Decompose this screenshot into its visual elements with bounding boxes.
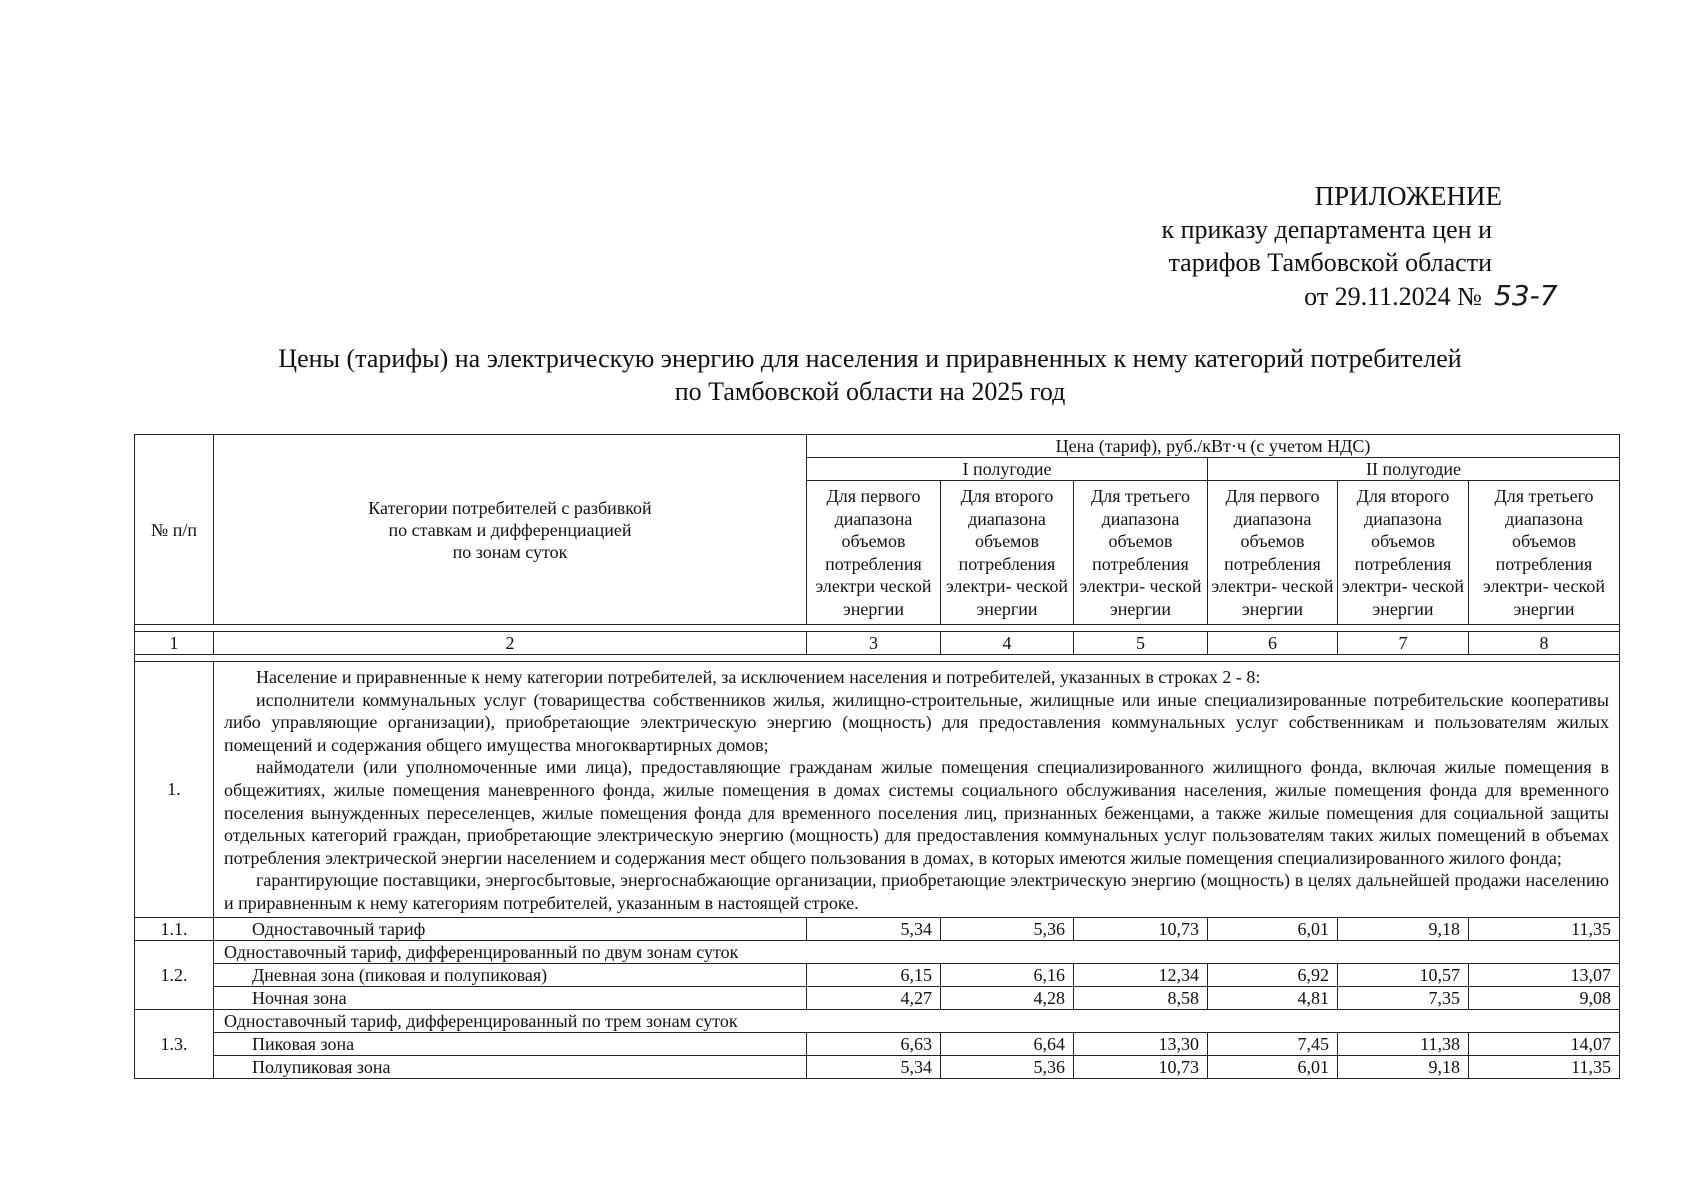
table-spacer [135,625,1620,632]
tariff-value: 14,07 [1469,1032,1620,1055]
section-1-description [214,662,1620,918]
description-paragraph: исполнители коммунальных услуг (товарищества собственников жилья, жилищно-строительные, жилищные или иные специализированные потребительские кооперативы либо управляющие организации), приобретающие электрическую энергию (мощность) для предоставления коммунальных услуг собственникам и пользователям жилых помещений и содержания общего имущества многоквартирных домов; [224,689,1609,755]
tariff-value: 4,27 [807,986,941,1009]
table-row [135,1032,1620,1055]
tariff-value: 9,18 [1338,1055,1469,1078]
row-number: 1.1. [135,917,214,940]
handwritten-order-number: 53-7 [1494,279,1558,312]
header-category-line-3: по зонам суток [452,541,568,562]
tariff-value: 7,45 [1208,1032,1338,1055]
row-number: 1.3. [135,1009,214,1078]
group-label: Одноставочный тариф, дифференцированный по двум зонам суток [214,940,1620,963]
tariff-value: 6,63 [807,1032,941,1055]
header-range: Для первого диапазона объемов потребления электри ческой энергии [807,481,941,625]
tariff-value: 6,64 [941,1032,1074,1055]
appendix-heading: ПРИЛОЖЕНИЕ [1314,181,1502,211]
appendix-date-line [1162,279,1558,313]
title-line-1: Цены (тарифы) на электрическую энергию для населения и приравненных к нему категорий потребителей [278,344,1462,373]
table-row [135,986,1620,1009]
tariff-value: 6,92 [1208,963,1338,986]
row-label: Пиковая зона [214,1032,807,1055]
header-range: Для третьего диапазона объемов потребления электри- ческой энергии [1074,481,1208,625]
tariff-value: 4,81 [1208,986,1338,1009]
column-number: 5 [1074,632,1208,655]
tariff-value: 7,35 [1338,986,1469,1009]
column-number: 8 [1469,632,1620,655]
tariff-value: 6,15 [807,963,941,986]
header-price: Цена (тариф), руб./кВт·ч (с учетом НДС) [807,435,1620,458]
appendix-line-2: тарифов Тамбовской области [1168,248,1492,277]
column-number: 1 [135,632,214,655]
tariff-value: 10,57 [1338,963,1469,986]
header-category-line-1: Категории потребителей с разбивкой [368,497,652,518]
tariff-value: 13,30 [1074,1032,1208,1055]
tariff-value: 4,28 [941,986,1074,1009]
tariff-value: 12,34 [1074,963,1208,986]
tariff-value: 5,34 [807,917,941,940]
tariff-value: 10,73 [1074,1055,1208,1078]
tariff-value: 8,58 [1074,986,1208,1009]
header-half-1: I полугодие [807,458,1208,481]
description-paragraph: гарантирующие поставщики, энергосбытовые, энергоснабжающие организации, приобретающие электрическую энергию (мощность) в целях дальнейшей продажи населению и приравненным к нему категориям потребителей, указанным в настоящей строке. [224,870,1609,913]
column-number: 2 [214,632,807,655]
document-title [0,342,1697,408]
tariff-value: 6,01 [1208,917,1338,940]
row-label: Одноставочный тариф [214,917,807,940]
tariff-value: 9,08 [1469,986,1620,1009]
column-number: 3 [807,632,941,655]
tariff-value: 11,35 [1469,1055,1620,1078]
table-group-row [135,1009,1620,1032]
header-range: Для второго диапазона объемов потребления электри- ческой энергии [941,481,1074,625]
tariff-value: 11,38 [1338,1032,1469,1055]
table-spacer [135,655,1620,662]
tariff-value: 6,16 [941,963,1074,986]
tariff-value: 10,73 [1074,917,1208,940]
column-number: 6 [1208,632,1338,655]
tariff-value: 6,01 [1208,1055,1338,1078]
group-label: Одноставочный тариф, дифференцированный по трем зонам суток [214,1009,1620,1032]
header-category-line-2: по ставкам и дифференциацией [388,519,632,540]
appendix-line-1: к приказу департамента цен и [1161,215,1492,244]
tariff-value: 9,18 [1338,917,1469,940]
header-range: Для третьего диапазона объемов потребления электри- ческой энергии [1469,481,1620,625]
table-group-row [135,940,1620,963]
title-line-2: по Тамбовской области на 2025 год [674,377,1066,406]
appendix-date: от 29.11.2024 № [1304,282,1482,311]
appendix-block [1161,180,1558,313]
header-range: Для второго диапазона объемов потребления электри- ческой энергии [1338,481,1469,625]
column-number: 7 [1338,632,1469,655]
column-number-row [135,632,1620,655]
section-1-row [135,662,1620,918]
description-paragraph: наймодатели (или уполномоченные ими лица), предоставляющие гражданам жилые помещения специализированного жилищного фонда, включая жилые помещения в общежитиях, жилые помещения маневренного фонда, жилые помещения в домах системы социального обслуживания населения, жилые помещения фонда для временного поселения вынужденных переселенцев, жилые помещения фонда для временного поселения лиц, признанных беженцами, а также жилые помещения для социальной защиты отдельных категорий граждан, приобретающие электрическую энергию (мощность) для предоставления коммунальных услуг пользователям таких жилых помещений в объемах потребления электрической энергии населением и содержания мест общего пользования в домах, в которых имеются жилые помещения специализированного жилого фонда; [224,757,1609,868]
row-number: 1. [135,662,214,918]
row-label: Полупиковая зона [214,1055,807,1078]
description-paragraph: Население и приравненные к нему категории потребителей, за исключением населения и потребителей, указанных в строках 2 - 8: [256,667,1261,687]
table-row [135,963,1620,986]
header-category [214,435,807,625]
tariff-value: 13,07 [1469,963,1620,986]
row-number: 1.2. [135,940,214,1009]
table-row [135,917,1620,940]
header-row-number: № п/п [135,435,214,625]
row-label: Ночная зона [214,986,807,1009]
table-row [135,1055,1620,1078]
tariff-value: 11,35 [1469,917,1620,940]
column-number: 4 [941,632,1074,655]
header-half-2: II полугодие [1208,458,1620,481]
row-label: Дневная зона (пиковая и полупиковая) [214,963,807,986]
tariff-value: 5,36 [941,917,1074,940]
tariff-value: 5,34 [807,1055,941,1078]
tariff-value: 5,36 [941,1055,1074,1078]
tariff-table [134,434,1620,1079]
header-range: Для первого диапазона объемов потребления электри- ческой энергии [1208,481,1338,625]
